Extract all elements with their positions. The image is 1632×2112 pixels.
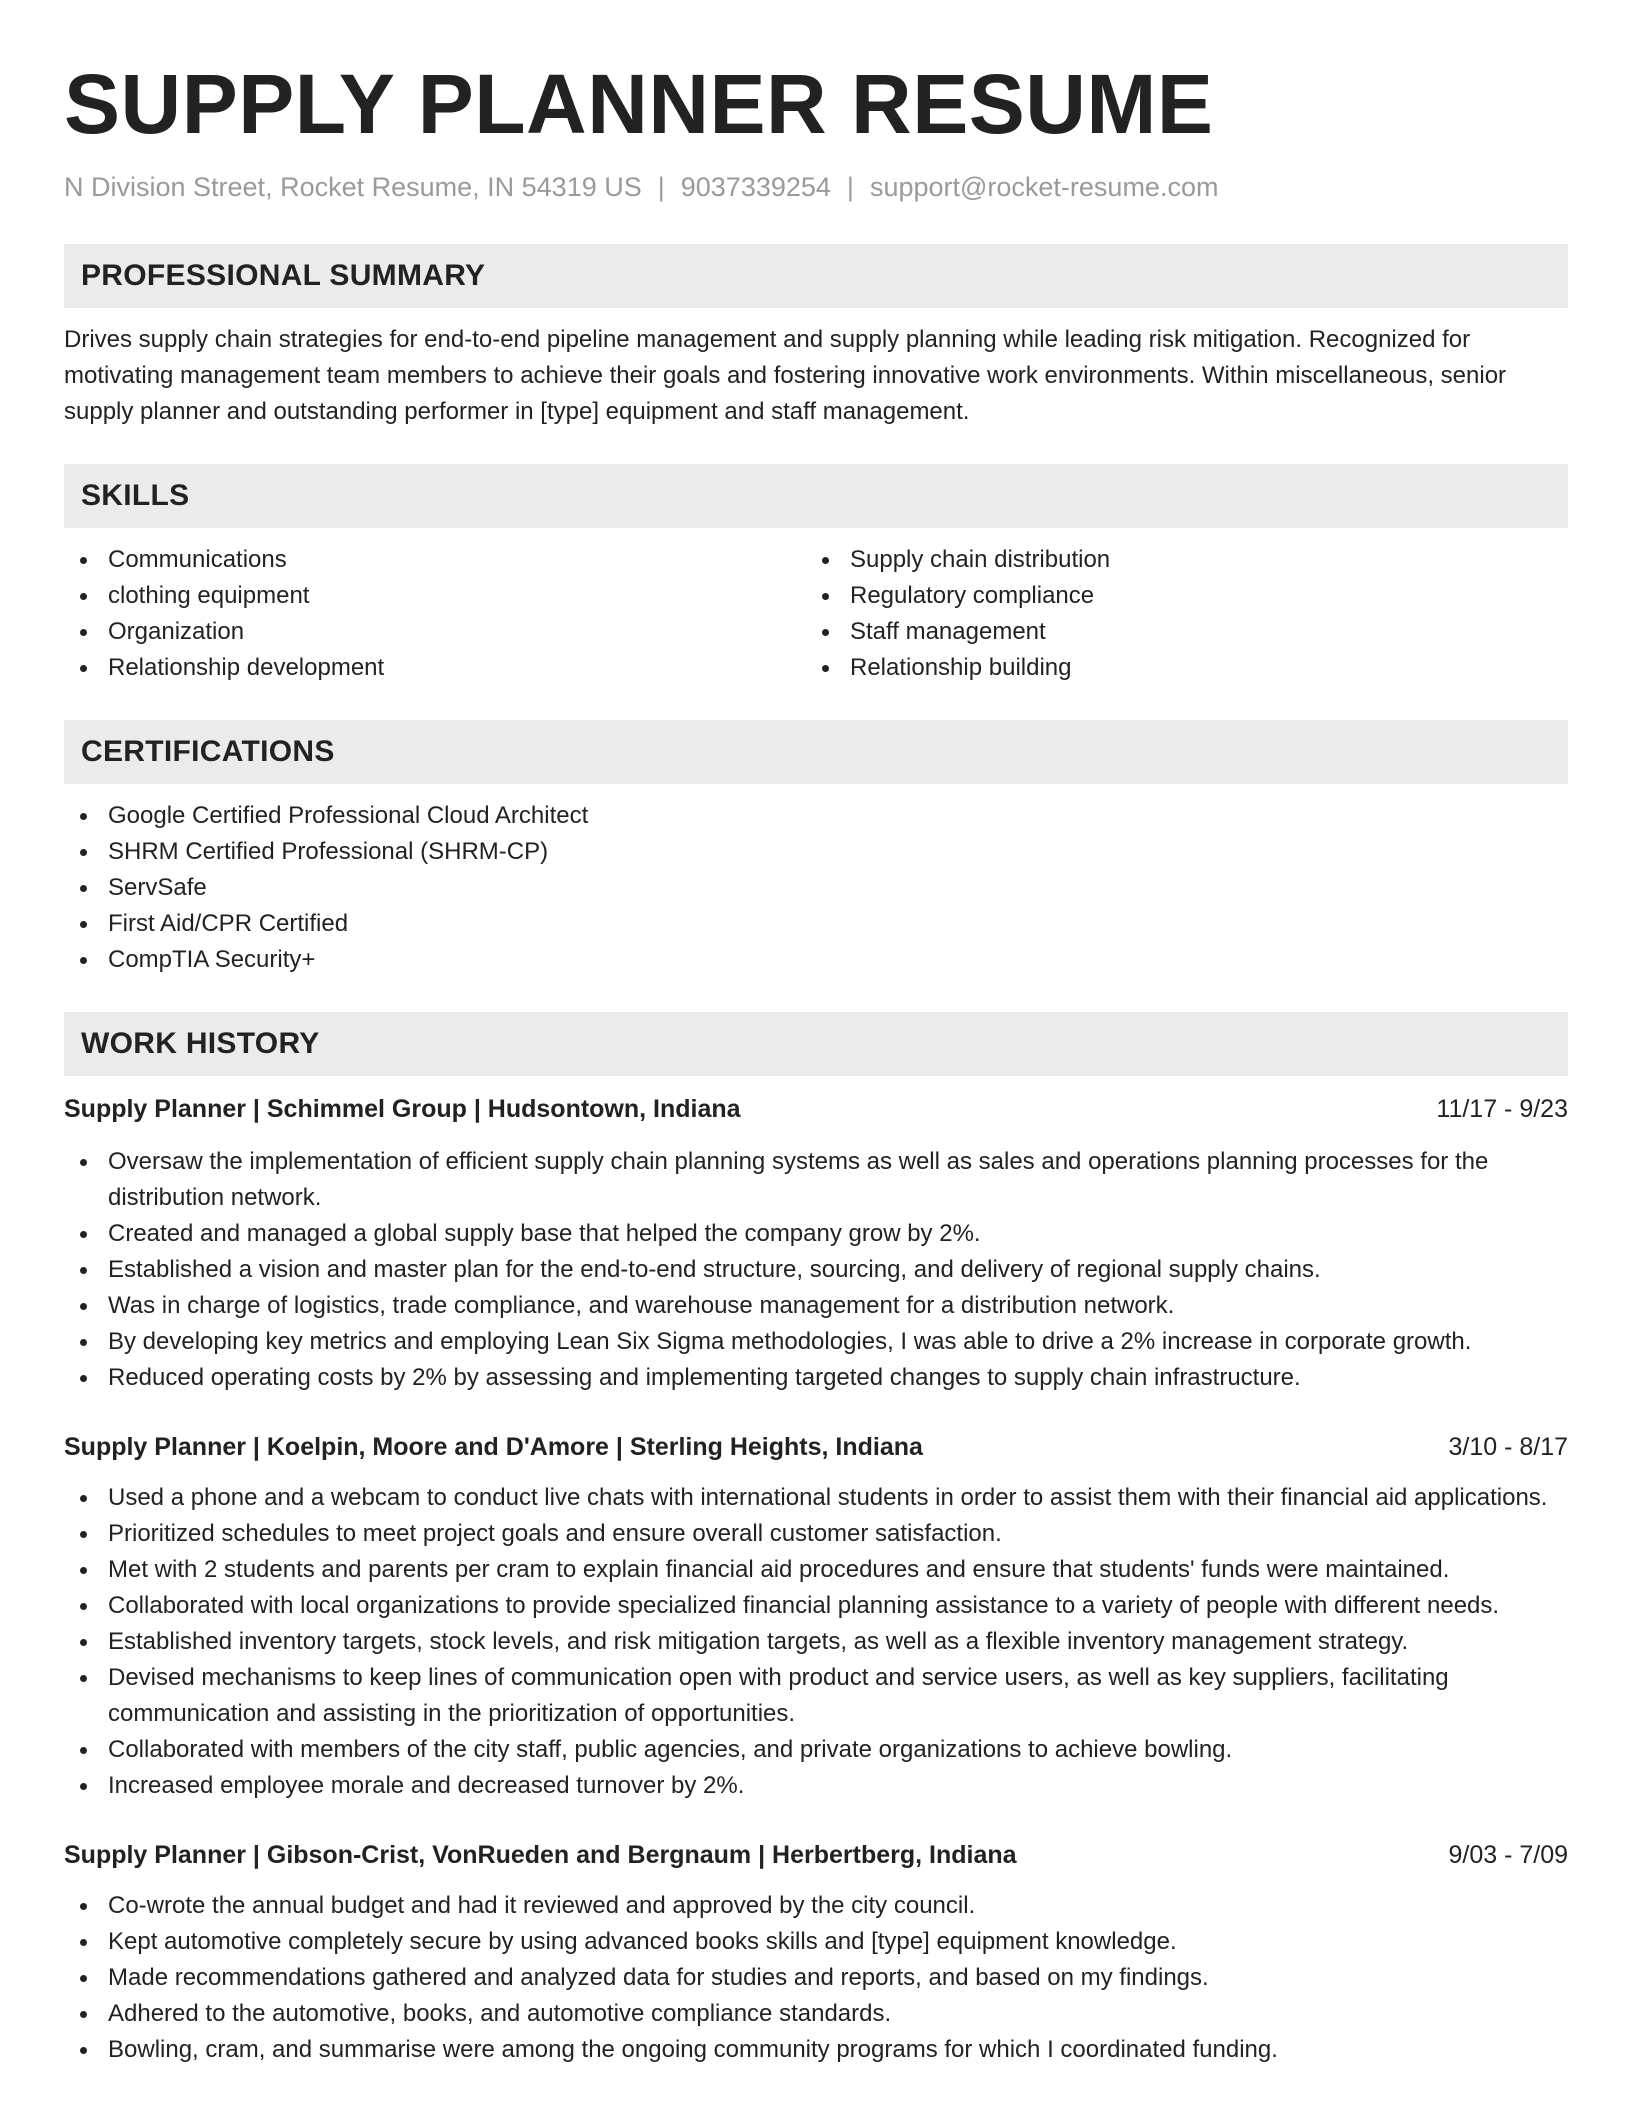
job-bullets: [64, 1480, 1568, 1804]
job-bullet: Made recommendations gathered and analyzed data for studies and reports, and based on my findings.: [64, 1960, 1568, 1996]
job-bullet: Collaborated with members of the city staff, public agencies, and private organizations to achieve bowling.: [64, 1732, 1568, 1768]
job-bullet: Co-wrote the annual budget and had it reviewed and approved by the city council.: [64, 1888, 1568, 1924]
work-history-heading: WORK HISTORY: [64, 1012, 1568, 1076]
job-entry: [64, 1092, 1568, 1396]
skills-heading: SKILLS: [64, 464, 1568, 528]
contact-email: support@rocket-resume.com: [869, 172, 1219, 202]
skill-item: Staff management: [806, 614, 1548, 650]
job-bullet: Devised mechanisms to keep lines of communication open with product and service users, as well as key suppliers, facilitating communication and assisting in the prioritization of opportunities.: [64, 1660, 1568, 1732]
job-entry: [64, 1838, 1568, 2068]
contact-address: N Division Street, Rocket Resume, IN 54319 US: [64, 172, 642, 202]
job-bullet: Collaborated with local organizations to provide specialized financial planning assistance to a variety of people with different needs.: [64, 1588, 1568, 1624]
certification-item: CompTIA Security+: [64, 942, 1568, 978]
skill-item: Relationship building: [806, 650, 1548, 686]
job-title: Supply Planner | Koelpin, Moore and D'Amore | Sterling Heights, Indiana: [64, 1433, 923, 1461]
skill-item: Regulatory compliance: [806, 578, 1548, 614]
job-bullet: Met with 2 students and parents per cram to explain financial aid procedures and ensure that students' funds were maintained.: [64, 1552, 1568, 1588]
job-bullet: Was in charge of logistics, trade compliance, and warehouse management for a distribution network.: [64, 1288, 1568, 1324]
contact-line: [64, 170, 1568, 204]
job-bullet: By developing key metrics and employing Lean Six Sigma methodologies, I was able to drive a 2% increase in corporate growth.: [64, 1324, 1568, 1360]
job-header: [64, 1092, 1568, 1126]
job-bullet: Oversaw the implementation of efficient supply chain planning systems as well as sales and operations planning processes for the distribution network.: [64, 1144, 1568, 1216]
skill-item: Supply chain distribution: [806, 542, 1548, 578]
summary-text: Drives supply chain strategies for end-to-end pipeline management and supply planning while leading risk mitigation. Recognized for motivating management team members to achieve their goals and fostering innovative work environments. Within miscellaneous, senior supply planner and outstanding performer in [type] equipment and staff management.: [64, 326, 1507, 425]
certifications-heading: CERTIFICATIONS: [64, 720, 1568, 784]
job-dates: 3/10 - 8/17: [1448, 1433, 1568, 1461]
job-bullet: Reduced operating costs by 2% by assessing and implementing targeted changes to supply chain infrastructure.: [64, 1360, 1568, 1396]
job-bullets: [64, 1888, 1568, 2068]
resume-page: [64, 0, 1568, 2068]
job-bullet: Prioritized schedules to meet project goals and ensure overall customer satisfaction.: [64, 1516, 1568, 1552]
job-bullet: Used a phone and a webcam to conduct live chats with international students in order to assist them with their financial aid applications.: [64, 1480, 1568, 1516]
skill-item: Organization: [64, 614, 806, 650]
job-bullet: Kept automotive completely secure by using advanced books skills and [type] equipment knowledge.: [64, 1924, 1568, 1960]
job-bullet: Created and managed a global supply base that helped the company grow by 2%.: [64, 1216, 1568, 1252]
job-bullet: Bowling, cram, and summarise were among the ongoing community programs for which I coordinated funding.: [64, 2032, 1568, 2068]
job-dates: 11/17 - 9/23: [1436, 1095, 1568, 1123]
certification-item: Google Certified Professional Cloud Architect: [64, 798, 1568, 834]
job-title: Supply Planner | Schimmel Group | Hudsontown, Indiana: [64, 1095, 741, 1123]
certification-item: First Aid/CPR Certified: [64, 906, 1568, 942]
certification-item: ServSafe: [64, 870, 1568, 906]
job-bullet: Increased employee morale and decreased turnover by 2%.: [64, 1768, 1568, 1804]
job-bullet: Adhered to the automotive, books, and automotive compliance standards.: [64, 1996, 1568, 2032]
job-bullets: [64, 1144, 1568, 1396]
skill-item: Relationship development: [64, 650, 806, 686]
certifications-list: [64, 798, 1568, 978]
contact-separator: |: [846, 172, 854, 202]
skill-item: clothing equipment: [64, 578, 806, 614]
skills-left-list: [64, 542, 806, 686]
job-dates: 9/03 - 7/09: [1448, 1841, 1568, 1869]
job-header: [64, 1430, 1568, 1464]
contact-separator: |: [657, 172, 665, 202]
job-bullet: Established inventory targets, stock levels, and risk mitigation targets, as well as a flexible inventory management strategy.: [64, 1624, 1568, 1660]
job-bullet: Established a vision and master plan for the end-to-end structure, sourcing, and delivery of regional supply chains.: [64, 1252, 1568, 1288]
job-entry: [64, 1430, 1568, 1804]
resume-title: SUPPLY PLANNER RESUME: [64, 57, 1214, 151]
contact-phone: 9037339254: [680, 172, 831, 202]
job-title: Supply Planner | Gibson-Crist, VonRueden and Bergnaum | Herbertberg, Indiana: [64, 1841, 1017, 1869]
summary-heading: PROFESSIONAL SUMMARY: [64, 244, 1568, 308]
skill-item: Communications: [64, 542, 806, 578]
job-header: [64, 1838, 1568, 1872]
skills-columns: [64, 542, 1568, 686]
certification-item: SHRM Certified Professional (SHRM-CP): [64, 834, 1568, 870]
skills-right-list: [806, 542, 1548, 686]
